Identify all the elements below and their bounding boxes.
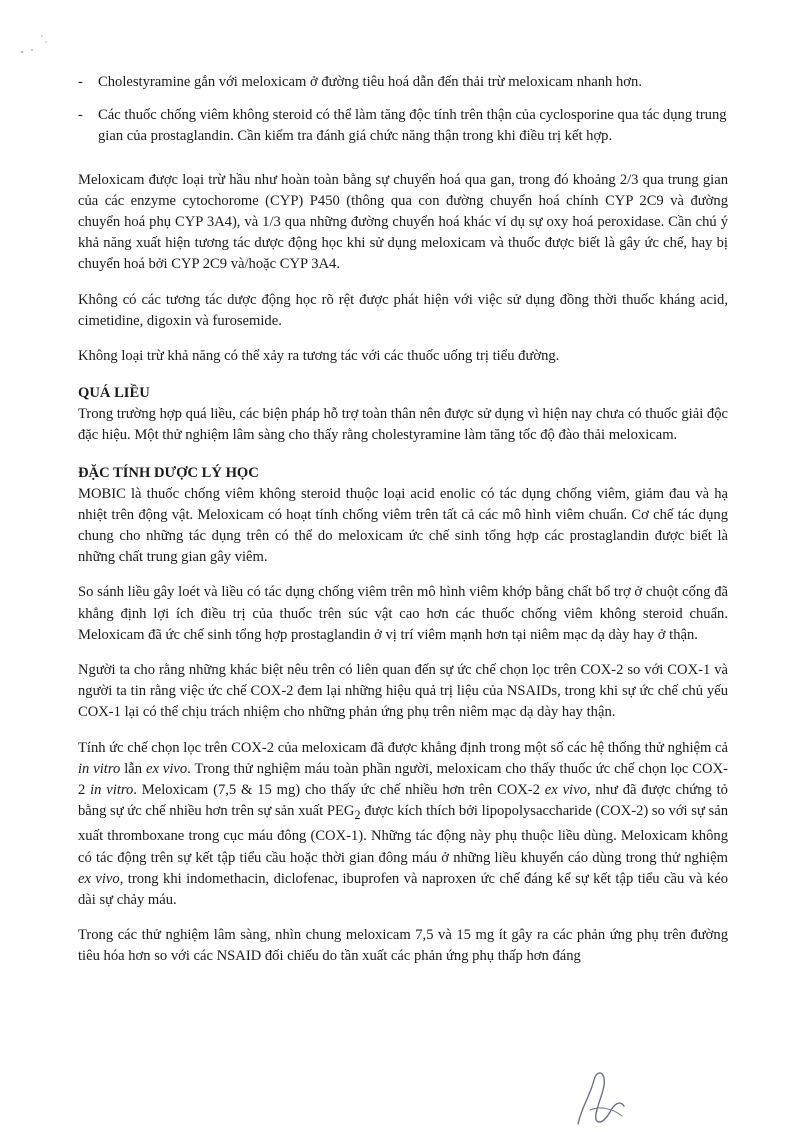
text-run: . Trong thử nghiệm máu toàn phần người, meloxicam cho thấy thuốc ức chế chọn lọc COX-2 [78, 760, 728, 799]
paragraph-mobic: MOBIC là thuốc chống viêm không steroid thuộc loại acid enolic có tác dụng chống viêm, giảm đau và hạ nhiệt trên động vật. Meloxicam có hoạt tính chống viêm trên tất cả các mô hình viêm chuẩn. Cơ chế tác dụng chung cho những tác dụng trên có thể do meloxicam ức chế sinh tổng hợp các prostaglandin được biết là những chất trung gian gây viêm. [78, 485, 728, 566]
bullet-item [78, 105, 728, 147]
scan-speck-marks [16, 28, 50, 58]
heading-overdose: QUÁ LIỀU [78, 385, 150, 402]
paragraph-overdose: Trong trường hợp quá liều, các biện pháp hỗ trợ toàn thân nên được sử dụng vì hiện nay chưa có thuốc giải độc đặc hiệu. Một thử nghiệm lâm sàng cho thấy rằng cholestyramine làm tăng tốc độ đào thải meloxicam. [78, 406, 728, 444]
handwritten-signature-mark [572, 1066, 628, 1130]
paragraph-clinical: Trong các thử nghiệm lâm sàng, nhìn chung meloxicam 7,5 và 15 mg ít gây ra các phản ứng phụ trên đường tiêu hóa hơn so với các NSAID đối chiếu do tần xuất các phản ứng phụ thấp hơn đáng [78, 927, 728, 965]
bullet-text: Các thuốc chống viêm không steroid có thể làm tăng độc tính trên thận của cyclosporine qua tác dụng trung gian của prostaglandin. Cần kiểm tra đánh giá chức năng thận trong khi điều trị kết hợp. [98, 107, 727, 145]
paragraph-metabolism: Meloxicam được loại trừ hầu như hoàn toàn bằng sự chuyển hoá qua gan, trong đó khoảng 2/3 qua trung gian của các enzyme cytochorome (CYP) P450 (thông qua con đường chuyển hoá chính CYP 2C9 và đường chuyển hoá phụ CYP 3A4), và 1/3 qua những đường chuyển hoá khác ví dụ sự oxy hoá peroxidase. Cần chú ý khả năng xuất hiện tương tác dược động học khi sử dụng meloxicam và thuốc được biết là gây ức chế, hay bị chuyển hoá bởi CYP 2C9 và/hoặc CYP 3A4. [78, 171, 728, 273]
paragraph-selective [78, 738, 728, 912]
paragraph-no-interaction: Không có các tương tác dược động học rõ rệt được phát hiện với việc sử dụng đồng thời thuốc kháng acid, cimetidine, digoxin và furosemide. [78, 291, 728, 329]
bullet-dash: - [78, 74, 83, 90]
paragraph-diabetes: Không loại trừ khả năng có thể xảy ra tương tác với các thuốc uống trị tiểu đường. [78, 348, 560, 365]
text-run: Tính ức chế chọn lọc trên COX-2 của meloxicam đã được khẳng định trong một số các hệ thống thử nghiệm cả [78, 739, 728, 756]
italic-run: ex vivo [78, 870, 120, 887]
paragraph-compare: So sánh liều gây loét và liều có tác dụng chống viêm trên mô hình viêm khớp bằng chất bổ trợ ở chuột cống đã khẳng định lợi ích điều trị của thuốc trên súc vật cao hơn các thuốc chống viêm không steroid chuẩn. Meloxicam đã ức chế sinh tổng hợp prostaglandin ở vị trí viêm mạnh hơn tại niêm mạc dạ dày hay ở thận. [78, 584, 728, 643]
document-page [78, 72, 728, 982]
italic-run: ex vivo [544, 782, 587, 799]
bullet-dash: - [78, 107, 83, 124]
text-run: được kích thích bởi lipopolysaccharide (COX-2) so với sự sản xuất thromboxane trong cục máu đông (COX-1). Những tác động này phụ thuộc liều dùng. Meloxicam không có tác động trên sự kết tập tiểu cầu hoặc thời gian đông máu ở những liều khuyến cáo dùng trong thử nghiệm [78, 803, 728, 866]
bullet-text: Cholestyramine gắn với meloxicam ở đường tiêu hoá dẫn đến thải trừ meloxicam nhanh hơn. [98, 74, 642, 90]
heading-pharmacology: ĐẶC TÍNH DƯỢC LÝ HỌC [78, 464, 259, 481]
italic-run: ex vivo [145, 760, 188, 777]
subscript: 2 [354, 808, 361, 823]
text-run: lẫn [120, 760, 146, 777]
text-run: , trong khi indomethacin, diclofenac, ibuprofen và naproxen ức chế đáng kể sự kết tập tiểu cầu và kéo dài sự chảy máu. [78, 870, 728, 908]
italic-run: in vitro [78, 760, 121, 777]
text-run: . Meloxicam (7,5 & 15 mg) cho thấy ức chế nhiều hơn trên COX-2 [133, 782, 545, 799]
italic-run: in vitro [90, 782, 134, 799]
text-run: , như đã được chứng tỏ bằng sự ức chế nhiều hơn trên sự sản xuất PEG [78, 782, 728, 820]
paragraph-cox: Người ta cho rằng những khác biệt nêu trên có liên quan đến sự ức chế chọn lọc trên COX-2 so với COX-1 và người ta tin rằng việc ức chế COX-2 đem lại những hiệu quả trị liệu của NSAIDs, trong khi sự ức chế chủ yếu COX-1 lại có thể chịu trách nhiệm cho những phản ứng phụ trên niêm mạc dạ dày hay thận. [78, 662, 728, 721]
bullet-item [78, 72, 728, 93]
